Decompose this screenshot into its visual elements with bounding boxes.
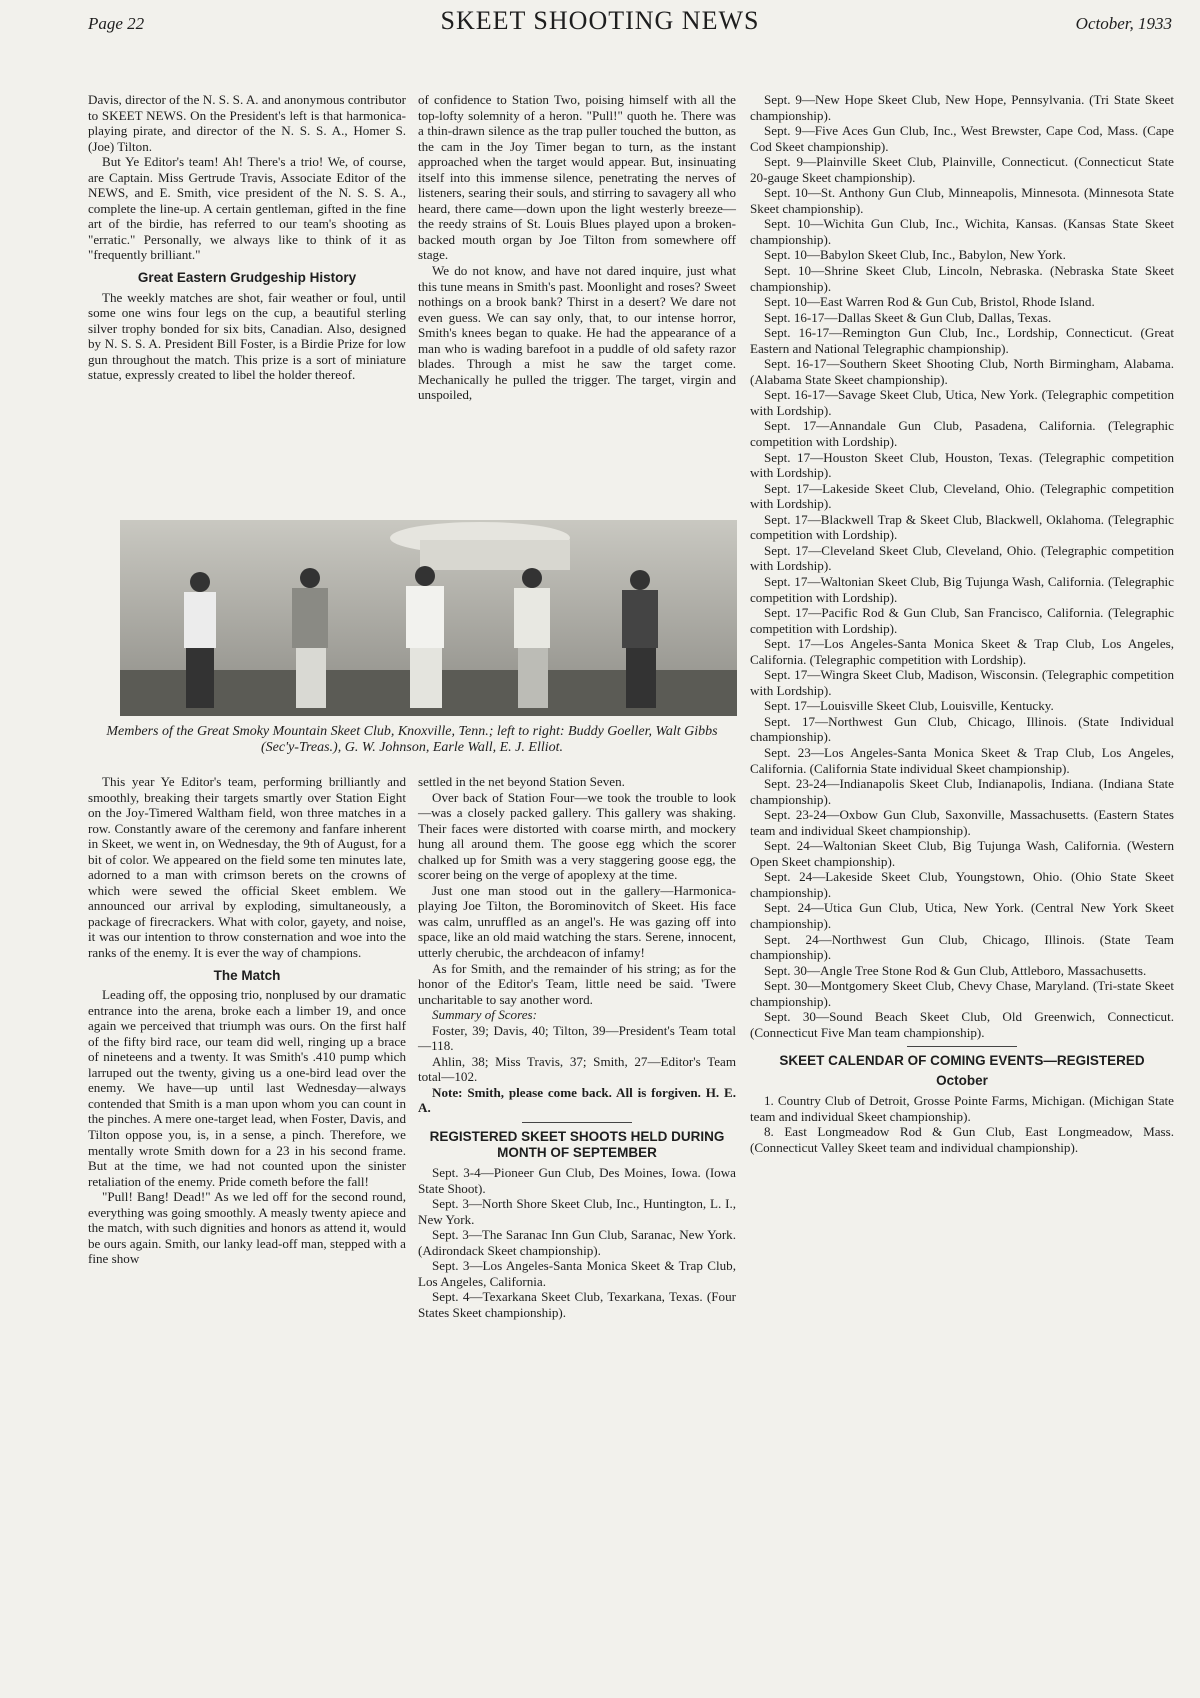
photo-caption: Members of the Great Smoky Mountain Skeet Club, Knoxville, Tenn.; left to right: Buddy Goeller, Walt Gibbs (Sec'y-Treas.), G. W. Johnson, Earle Wall, E. J. Elliot.: [106, 724, 718, 755]
shoot-entry: Sept. 24—Lakeside Skeet Club, Youngstown, Ohio. (Ohio State Skeet championship).: [750, 869, 1174, 900]
club-members-photo: [120, 520, 737, 716]
shoot-entry: Sept. 16-17—Savage Skeet Club, Utica, New York. (Telegraphic competition with Lordship).: [750, 387, 1174, 418]
paragraph: Over back of Station Four—we took the trouble to look—was a closely packed gallery. This gallery was shaking. Their faces were distorted with coarse mirth, and mockery hung all around them. The goose egg which the scorer chalked up for Smith was a very staggering goose egg, the scorer being on the verge of apoplexy at the time.: [418, 789, 736, 883]
issue-date: October, 1933: [1075, 14, 1172, 33]
paragraph: The weekly matches are shot, fair weather or foul, until some one wins four legs on the cup, a beautiful sterling silver trophy bonded for six bits, Canadian. Also, designed by N. S. S. A. President Bill Foster, is a Birdie Prize for low gun throughout the match. This prize is a sort of miniature statue, expressly created to libel the holder thereof.: [88, 289, 406, 383]
shoot-entry: Sept. 23-24—Indianapolis Skeet Club, Indianapolis, Indiana. (Indiana State championship).: [750, 776, 1174, 807]
shoot-entry: Sept. 3—North Shore Skeet Club, Inc., Huntington, L. I., New York.: [418, 1196, 736, 1227]
editor-note: Note: Smith, please come back. All is forgiven. H. E. A.: [418, 1084, 736, 1116]
shoot-entry: Sept. 16-17—Remington Gun Club, Inc., Lordship, Connecticut. (Great Eastern and National Telegraphic championship).: [750, 325, 1174, 356]
paragraph: settled in the net beyond Station Seven.: [418, 774, 625, 789]
score-line: Foster, 39; Davis, 40; Tilton, 39—President's Team total—118.: [418, 1022, 736, 1054]
shoot-entry: Sept. 3-4—Pioneer Gun Club, Des Moines, Iowa. (Iowa State Shoot).: [418, 1165, 736, 1196]
shoot-entry: Sept. 23—Los Angeles-Santa Monica Skeet & Trap Club, Los Angeles, California. (California State individual Skeet championship).: [750, 744, 1174, 776]
calendar-month: October: [936, 1073, 988, 1089]
shoot-entry: Sept. 30—Montgomery Skeet Club, Chevy Chase, Maryland. (Tri-state Skeet championship).: [750, 978, 1174, 1009]
shoot-entry: Sept. 30—Angle Tree Stone Rod & Gun Club, Attleboro, Massachusetts.: [764, 962, 1147, 978]
paragraph: Leading off, the opposing trio, nonplused by our dramatic entrance into the arena, broke each a limber 19, and once again we perceived that triumph was ours. On the first half of the fifty bird race, our team did well, ringing up a brace of nineteens and a twenty. It was Smith's .410 pump which larruped out the twenty, giving us a one-bird lead over the enemy. We have—up until last Wednesday—always contended that Smith is a man upon whom you can count in the pinches. A mere one-target lead, when Foster, Davis, and Tilton oppose you, is, in a sense, a pinch. Therefore, we mentally wrote Smith down for a 23 in his second frame. But at the time, we had not counted upon the sinister retaliation of the enemy. Pride cometh before the fall!: [88, 987, 406, 1189]
publication-title: SKEET SHOOTING NEWS: [440, 6, 760, 35]
shoot-entry: Sept. 17—Blackwell Trap & Skeet Club, Blackwell, Oklahoma. (Telegraphic competition with Lordship).: [750, 511, 1174, 543]
calendar-entry: 1. Country Club of Detroit, Grosse Pointe Farms, Michigan. (Michigan State team and individual Skeet championship).: [750, 1093, 1174, 1124]
shoot-entry: Sept. 17—Houston Skeet Club, Houston, Texas. (Telegraphic competition with Lordship).: [750, 449, 1174, 481]
shoot-entry: Sept. 24—Utica Gun Club, Utica, New York. (Central New York Skeet championship).: [750, 900, 1174, 931]
shoot-entry: Sept. 3—The Saranac Inn Gun Club, Saranac, New York. (Adirondack Skeet championship).: [418, 1227, 736, 1258]
shoot-entry: Sept. 9—Five Aces Gun Club, Inc., West Brewster, Cape Cod, Mass. (Cape Cod Skeet championship).: [750, 123, 1174, 154]
shoot-entry: Sept. 10—Wichita Gun Club, Inc., Wichita, Kansas. (Kansas State Skeet championship).: [750, 216, 1174, 247]
column-3: [750, 92, 1174, 1156]
shoot-entry: Sept. 17—Waltonian Skeet Club, Big Tujunga Wash, California. (Telegraphic competition with Lordship).: [750, 573, 1174, 605]
paragraph: As for Smith, and the remainder of his string; as for the honor of the Editor's Team, little need be said. 'Twere uncharitable to say another word.: [418, 960, 736, 1007]
scores-title: Summary of Scores:: [432, 1007, 537, 1023]
shoot-entry: Sept. 9—Plainville Skeet Club, Plainville, Connecticut. (Connecticut State 20-gauge Skeet championship).: [750, 154, 1174, 185]
page-number: Page 22: [88, 14, 145, 33]
shoot-entry: Sept. 24—Waltonian Skeet Club, Big Tujunga Wash, California. (Western Open Skeet championship).: [750, 838, 1174, 869]
column-2-bottom: [418, 774, 736, 1321]
shoot-entry: Sept. 16-17—Dallas Skeet & Gun Club, Dallas, Texas.: [764, 309, 1052, 325]
paragraph: Just one man stood out in the gallery—Harmonica-playing Joe Tilton, the Borominovitch of Skeet. His face was calm, unruffled as an angel's. He was gazing off into space, like an old maid watching the stars. Serene, innocent, utterly cherubic, the archdeacon of infamy!: [418, 882, 736, 961]
column-2-top: [418, 92, 736, 403]
page-header: [0, 4, 1200, 40]
shoot-entry: Sept. 17—Lakeside Skeet Club, Cleveland, Ohio. (Telegraphic competition with Lordship).: [750, 480, 1174, 512]
shoot-entry: Sept. 17—Cleveland Skeet Club, Cleveland, Ohio. (Telegraphic competition with Lordship).: [750, 542, 1174, 574]
shoot-entry: Sept. 17—Northwest Gun Club, Chicago, Illinois. (State Individual championship).: [750, 713, 1174, 745]
column-1-bottom: [88, 774, 406, 1267]
shoot-entry: Sept. 30—Sound Beach Skeet Club, Old Greenwich, Connecticut. (Connecticut Five Man team championship).: [750, 1009, 1174, 1040]
shoot-entry: Sept. 10—Babylon Skeet Club, Inc., Babylon, New York.: [764, 247, 1066, 263]
shoot-entry: Sept. 23-24—Oxbow Gun Club, Saxonville, Massachusetts. (Eastern States team and individual Skeet championship).: [750, 807, 1174, 838]
section-heading: Great Eastern Grudgeship History: [137, 270, 357, 286]
divider: [522, 1122, 632, 1123]
shoot-entry: Sept. 10—St. Anthony Gun Club, Minneapolis, Minnesota. (Minnesota State Skeet championship).: [750, 185, 1174, 216]
calendar-heading: SKEET CALENDAR OF COMING EVENTS—REGISTERED: [779, 1053, 1145, 1069]
shoot-entry: Sept. 17—Louisville Skeet Club, Louisville, Kentucky.: [764, 698, 1054, 714]
section-heading: The Match: [213, 967, 281, 983]
shoot-entry: Sept. 17—Annandale Gun Club, Pasadena, California. (Telegraphic competition with Lordship).: [750, 418, 1174, 450]
divider: [907, 1046, 1017, 1047]
shoot-entry: Sept. 9—New Hope Skeet Club, New Hope, Pennsylvania. (Tri State Skeet championship).: [750, 92, 1174, 123]
shoot-entry: Sept. 17—Wingra Skeet Club, Madison, Wisconsin. (Telegraphic competition with Lordship).: [750, 667, 1174, 698]
paragraph: "Pull! Bang! Dead!" As we led off for the second round, everything was going smoothly. A measly twenty apiece and the match, with such dignities and honors as attend it, would be ours again. Smith, our lanky lead-off man, stepped with a fine show: [88, 1189, 406, 1267]
shoot-entry: Sept. 4—Texarkana Skeet Club, Texarkana, Texas. (Four States Skeet championship).: [418, 1289, 736, 1320]
shoot-entry: Sept. 17—Los Angeles-Santa Monica Skeet & Trap Club, Los Angeles, California. (Telegraphic competition with Lordship).: [750, 636, 1174, 667]
shoot-list: [750, 92, 1174, 1040]
paragraph: of confidence to Station Two, poising himself with all the top-lofty solemnity of a heron. "Pull!" quoth he. There was a thin-drawn silence as the trap puller touched the button, as the cam in the Joy Timer began to turn, as the instant approached when the target would appear. But, insinuating itself into this immense silence, penetrating the nerves of listeners, searing their souls, and stirring to savagery all who heard, there came—down upon the light westerly breeze—the reedy strains of St. Louis Blues played upon a broken-backed mouth organ by Joe Tilton from somewhere off stage.: [418, 92, 736, 263]
paragraph: This year Ye Editor's team, performing brilliantly and smoothly, breaking their targets smartly over Station Eight on the Joy-Timered Waltham field, won three matches in a row. Constantly aware of the ceremony and fanfare inherent in Skeet, we went in, on Wednesday, the 9th of August, for a bit of color. We appeared on the field some ten minutes late, adorned to a man with crimson berets on the crowns of which were sewed the official Skeet emblem. We announced our arrival by exploding, simultaneously, a package of firecrackers. What with color, gayety, and noise, it was our intention to throw consternation and woe into the ranks of the enemy. It is ever the way of champions.: [88, 774, 406, 961]
shoot-entry: Sept. 16-17—Southern Skeet Shooting Club, North Birmingham, Alabama. (Alabama State Skeet championship).: [750, 356, 1174, 387]
paragraph: But Ye Editor's team! Ah! There's a trio! We, of course, are Captain. Miss Gertrude Travis, Associate Editor of the NEWS, and E. Smith, vice president of the N. S. S. A., complete the line-up. A certain gentleman, gifted in the fine art of the birdie, has referred to our team's shooting as "erratic." Personally, we always like to think of it as "frequently brilliant.": [88, 154, 406, 263]
shoot-entry: Sept. 10—East Warren Rod & Gun Cub, Bristol, Rhode Island.: [764, 294, 1095, 310]
column-1-top: [88, 92, 406, 383]
registered-shoots-heading: REGISTERED SKEET SHOOTS HELD DURING MONTH OF SEPTEMBER: [429, 1129, 725, 1161]
paragraph: Davis, director of the N. S. S. A. and anonymous contributor to SKEET NEWS. On the President's left is that harmonica-playing pirate, and director of the N. S. S. A., Homer S. (Joe) Tilton.: [88, 92, 406, 154]
photo-illustration: [120, 520, 737, 716]
calendar-entry: 8. East Longmeadow Rod & Gun Club, East Longmeadow, Mass. (Connecticut Valley Skeet team and individual championship).: [750, 1124, 1174, 1155]
shoot-entry: Sept. 10—Shrine Skeet Club, Lincoln, Nebraska. (Nebraska State Skeet championship).: [750, 263, 1174, 294]
score-line: Ahlin, 38; Miss Travis, 37; Smith, 27—Editor's Team total—102.: [418, 1053, 736, 1085]
paragraph: We do not know, and have not dared inquire, just what this tune means in Smith's past. Moonlight and roses? Sweet nothings on a brook bank? Thirst in a desert? We dare not even guess. We can say only, that, to our intense horror, Smith's knees began to quake. He had the appearance of a man who is wading barefoot in a puddle of old safety razor blades. Through a mist he saw the target come. Mechanically he pulled the trigger. The target, virgin and unspoiled,: [418, 263, 736, 403]
shoot-entry: Sept. 17—Pacific Rod & Gun Club, San Francisco, California. (Telegraphic competition with Lordship).: [750, 605, 1174, 636]
shoot-entry: Sept. 3—Los Angeles-Santa Monica Skeet & Trap Club, Los Angeles, California.: [418, 1258, 736, 1289]
shoot-entry: Sept. 24—Northwest Gun Club, Chicago, Illinois. (State Team championship).: [750, 931, 1174, 963]
